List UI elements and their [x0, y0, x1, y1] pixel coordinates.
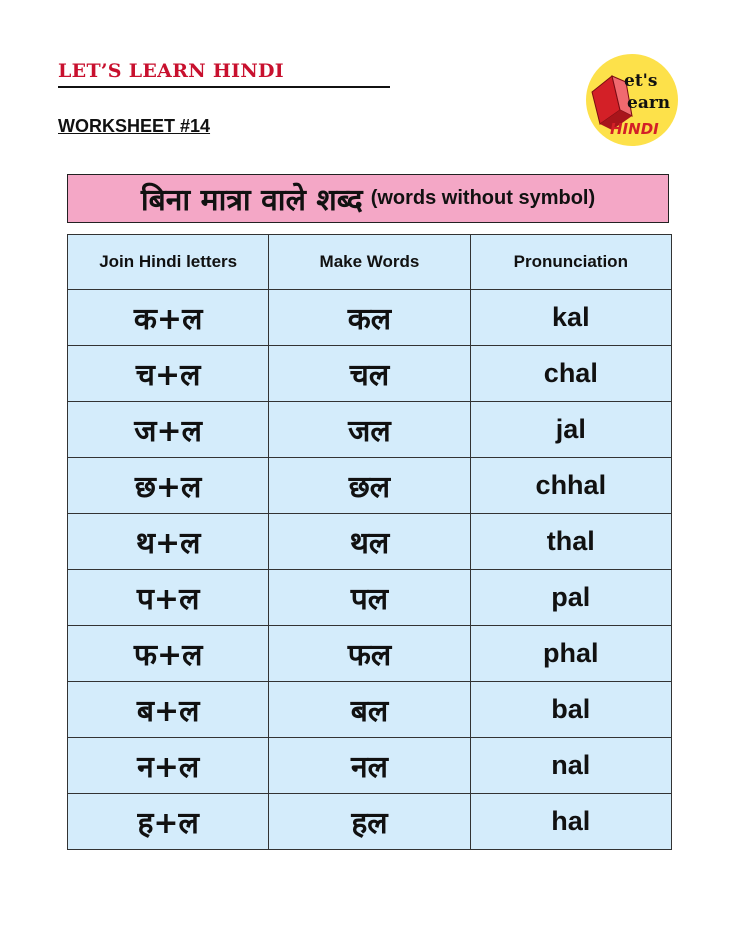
table-row: [68, 290, 672, 346]
pronunciation-cell: phal: [470, 626, 671, 682]
column-header-make-words: Make Words: [269, 235, 470, 290]
table-row: [68, 626, 672, 682]
lets-learn-hindi-logo: [582, 52, 682, 148]
pronunciation-cell: bal: [470, 682, 671, 738]
word-cell: चल: [269, 346, 470, 402]
table-row: [68, 346, 672, 402]
word-cell: नल: [269, 738, 470, 794]
pronunciation-cell: thal: [470, 514, 671, 570]
table-row: [68, 402, 672, 458]
table-row: [68, 458, 672, 514]
table-row: [68, 570, 672, 626]
table-row: [68, 794, 672, 850]
table-row: [68, 514, 672, 570]
join-cell: छ+ल: [68, 458, 269, 514]
word-cell: जल: [269, 402, 470, 458]
pronunciation-cell: chhal: [470, 458, 671, 514]
join-cell: न+ल: [68, 738, 269, 794]
heading-english: (words without symbol): [370, 187, 596, 209]
table-header-row: [68, 235, 672, 290]
pronunciation-cell: jal: [470, 402, 671, 458]
word-cell: थल: [269, 514, 470, 570]
column-header-join: Join Hindi letters: [68, 235, 269, 290]
pronunciation-cell: hal: [470, 794, 671, 850]
join-cell: ब+ल: [68, 682, 269, 738]
logo-line-2: earn: [627, 93, 671, 113]
word-cell: छल: [269, 458, 470, 514]
join-cell: क+ल: [68, 290, 269, 346]
word-cell: फल: [269, 626, 470, 682]
worksheet-heading: [67, 174, 669, 223]
pronunciation-cell: kal: [470, 290, 671, 346]
join-cell: फ+ल: [68, 626, 269, 682]
pronunciation-cell: nal: [470, 738, 671, 794]
table-row: [68, 682, 672, 738]
table-row: [68, 738, 672, 794]
join-cell: थ+ल: [68, 514, 269, 570]
join-cell: च+ल: [68, 346, 269, 402]
worksheet-label: WORKSHEET #14: [58, 116, 211, 136]
pronunciation-cell: chal: [470, 346, 671, 402]
word-cell: कल: [269, 290, 470, 346]
join-cell: ज+ल: [68, 402, 269, 458]
logo-line-3: HINDI: [610, 120, 659, 138]
brand-title: LET’S LEARN HINDI: [58, 60, 284, 82]
word-cell: पल: [269, 570, 470, 626]
brand-underline: [58, 86, 390, 88]
join-cell: प+ल: [68, 570, 269, 626]
column-header-pronunciation: Pronunciation: [470, 235, 671, 290]
heading-hindi: बिना मात्रा वाले शब्द: [140, 183, 363, 218]
word-table: [67, 234, 672, 850]
join-cell: ह+ल: [68, 794, 269, 850]
word-cell: बल: [269, 682, 470, 738]
logo-line-1: et's: [624, 71, 658, 91]
word-cell: हल: [269, 794, 470, 850]
pronunciation-cell: pal: [470, 570, 671, 626]
